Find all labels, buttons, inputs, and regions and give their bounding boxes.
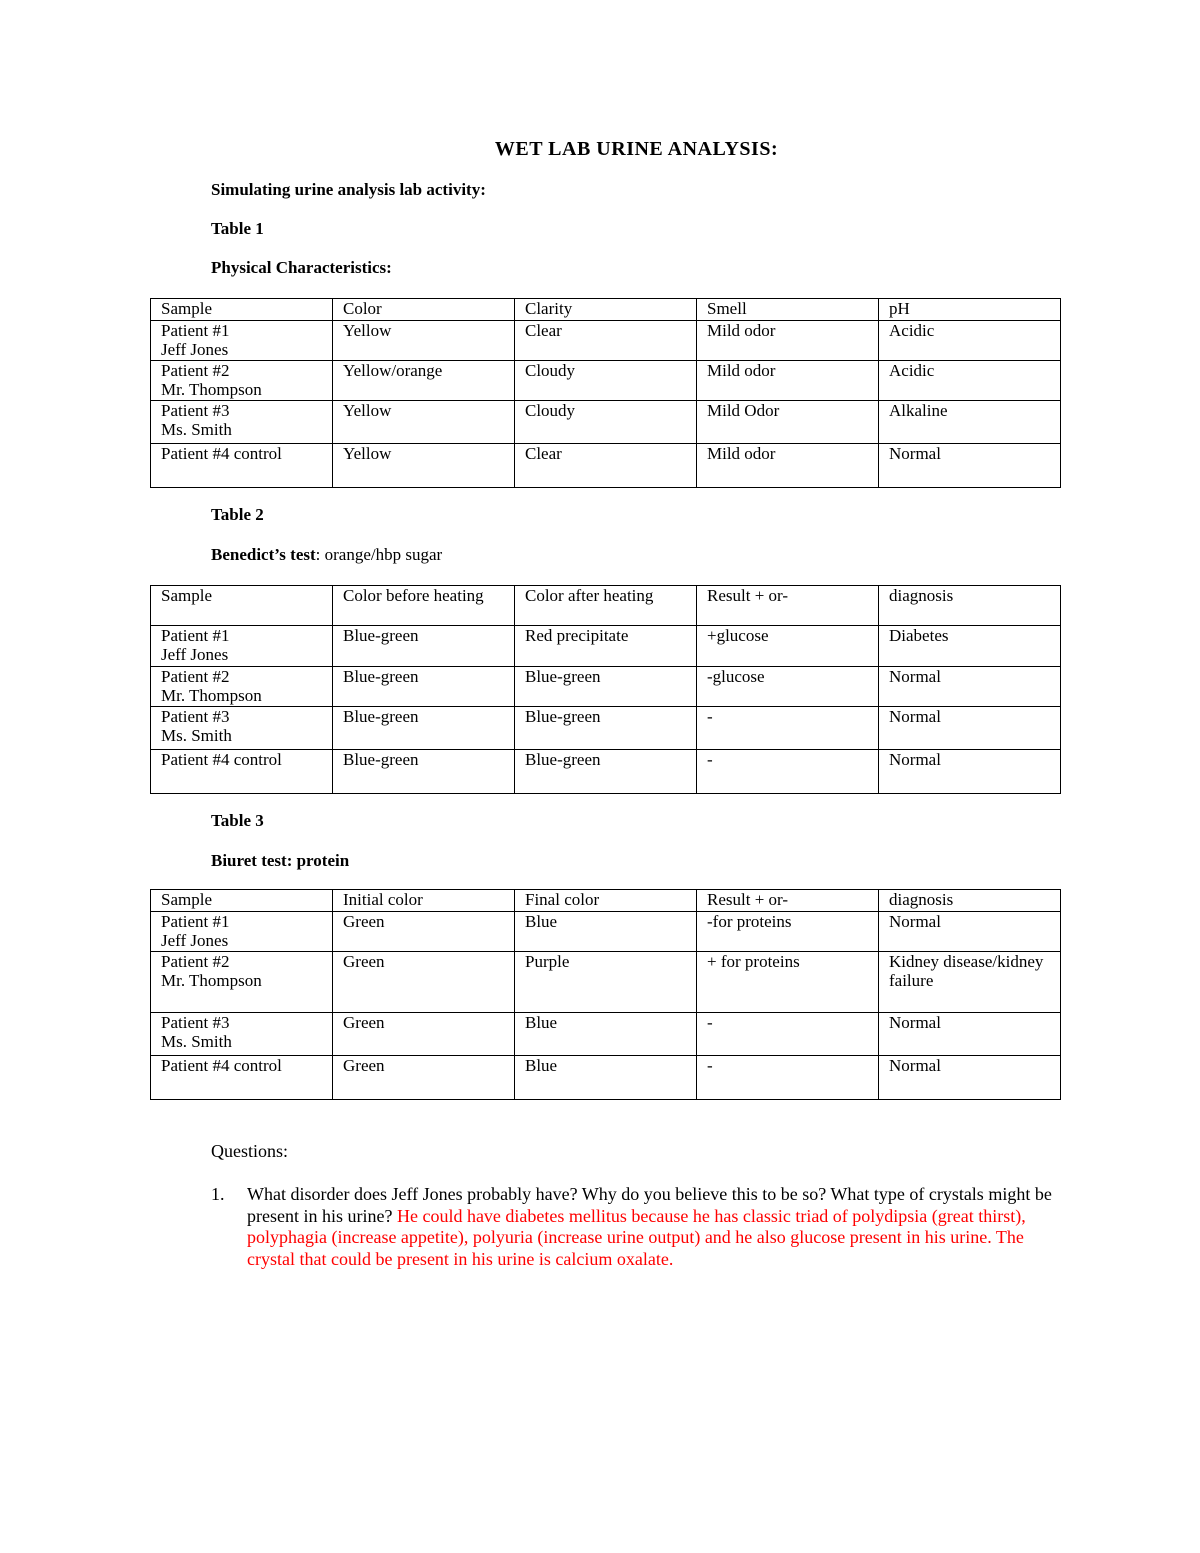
table-cell: Patient #4 control <box>151 750 333 794</box>
table-header-cell: Result + or- <box>697 890 879 912</box>
table-cell: Blue-green <box>333 626 515 667</box>
table2-heading-rest: : orange/hbp sugar <box>315 545 443 564</box>
table-cell: Normal <box>879 912 1061 952</box>
table-header-cell: Sample <box>151 586 333 626</box>
table-cell: Blue-green <box>515 750 697 794</box>
table-cell: Blue <box>515 1056 697 1100</box>
table-cell: Blue-green <box>333 667 515 707</box>
table-cell: Green <box>333 1056 515 1100</box>
table-cell: - <box>697 707 879 750</box>
table-row <box>151 667 1061 707</box>
table-header-row <box>151 586 1061 626</box>
table-cell: Blue <box>515 912 697 952</box>
table-cell: Normal <box>879 1056 1061 1100</box>
table-cell: Mild Odor <box>697 401 879 444</box>
table-row <box>151 444 1061 488</box>
table-cell: Patient #2 Mr. Thompson <box>151 361 333 401</box>
table-header-cell: diagnosis <box>879 586 1061 626</box>
table-cell: Patient #2 Mr. Thompson <box>151 952 333 1013</box>
table-cell: -for proteins <box>697 912 879 952</box>
table-row <box>151 321 1061 361</box>
table-cell: Yellow/orange <box>333 361 515 401</box>
benedicts-test-table <box>150 585 1061 794</box>
table-cell: Blue-green <box>515 667 697 707</box>
table1-heading: Physical Characteristics: <box>211 258 392 277</box>
table-header-cell: Smell <box>697 299 879 321</box>
table-header-cell: Initial color <box>333 890 515 912</box>
table-cell: Clear <box>515 321 697 361</box>
table-cell: Patient #1 Jeff Jones <box>151 912 333 952</box>
physical-characteristics-table <box>150 298 1061 488</box>
table-cell: Mild odor <box>697 361 879 401</box>
page-subtitle: Simulating urine analysis lab activity: <box>211 180 486 199</box>
questions-label: Questions: <box>211 1141 289 1161</box>
table-cell: Acidic <box>879 361 1061 401</box>
table-header-cell: pH <box>879 299 1061 321</box>
table-cell: Yellow <box>333 444 515 488</box>
table-cell: Patient #3 Ms. Smith <box>151 707 333 750</box>
table-cell: Alkaline <box>879 401 1061 444</box>
table2-heading-bold: Benedict’s test <box>211 545 316 564</box>
table-cell: Patient #2 Mr. Thompson <box>151 667 333 707</box>
table-cell: Patient #1 Jeff Jones <box>151 321 333 361</box>
table-cell: Blue-green <box>333 750 515 794</box>
table-cell: Green <box>333 952 515 1013</box>
table-cell: Red precipitate <box>515 626 697 667</box>
table-row <box>151 1056 1061 1100</box>
table-header-cell: Color after heating <box>515 586 697 626</box>
table-cell: - <box>697 1056 879 1100</box>
table-row <box>151 361 1061 401</box>
table-header-cell: Sample <box>151 299 333 321</box>
table-cell: Patient #4 control <box>151 444 333 488</box>
table-row <box>151 912 1061 952</box>
table-cell: Cloudy <box>515 401 697 444</box>
table-header-row <box>151 299 1061 321</box>
question-text: What disorder does Jeff Jones probably have? Why do you believe this to be so? What type of crystals might be present in his urine? <box>247 1184 1052 1226</box>
biuret-test-table <box>150 889 1061 1100</box>
table-cell: Normal <box>879 444 1061 488</box>
table-cell: Acidic <box>879 321 1061 361</box>
table2-label: Table 2 <box>211 505 264 524</box>
table-header-cell: Clarity <box>515 299 697 321</box>
question-number: 1. <box>211 1184 225 1204</box>
table-header-cell: Color before heating <box>333 586 515 626</box>
table-row <box>151 750 1061 794</box>
table-header-cell: Color <box>333 299 515 321</box>
table-header-cell: Sample <box>151 890 333 912</box>
table-cell: Patient #4 control <box>151 1056 333 1100</box>
table-cell: Patient #3 Ms. Smith <box>151 401 333 444</box>
table-row <box>151 1013 1061 1056</box>
table-cell: Green <box>333 912 515 952</box>
table-cell: Normal <box>879 707 1061 750</box>
question-item <box>247 1184 1057 1270</box>
table-cell: Normal <box>879 1013 1061 1056</box>
table-cell: Patient #1 Jeff Jones <box>151 626 333 667</box>
table-cell: - <box>697 750 879 794</box>
table-cell: + for proteins <box>697 952 879 1013</box>
table-cell: +glucose <box>697 626 879 667</box>
table-row <box>151 952 1061 1013</box>
table-cell: Blue <box>515 1013 697 1056</box>
table1-label: Table 1 <box>211 219 264 238</box>
table-row <box>151 401 1061 444</box>
table-cell: Cloudy <box>515 361 697 401</box>
table-cell: Purple <box>515 952 697 1013</box>
table-cell: Mild odor <box>697 444 879 488</box>
table3-heading: Biuret test: protein <box>211 851 350 870</box>
table-header-cell: diagnosis <box>879 890 1061 912</box>
table-cell: Blue-green <box>515 707 697 750</box>
table-header-cell: Result + or- <box>697 586 879 626</box>
table-cell: Yellow <box>333 401 515 444</box>
table-cell: Yellow <box>333 321 515 361</box>
table-cell: Kidney disease/kidney failure <box>879 952 1061 1013</box>
table-cell: Clear <box>515 444 697 488</box>
table-cell: Normal <box>879 750 1061 794</box>
page-title: WET LAB URINE ANALYSIS: <box>494 138 779 160</box>
table-row <box>151 626 1061 667</box>
answer-text: He could have diabetes mellitus because he has classic triad of polydipsia (great thirst), polyphagia (increase appetite), polyuria (increase urine output) and he also glucose present in his urine. The crystal that could be present in his urine is calcium oxalate. <box>247 1205 1026 1269</box>
table-row <box>151 707 1061 750</box>
table-cell: Mild odor <box>697 321 879 361</box>
table3-label: Table 3 <box>211 811 264 830</box>
table-header-cell: Final color <box>515 890 697 912</box>
table-cell: -glucose <box>697 667 879 707</box>
table-cell: Patient #3 Ms. Smith <box>151 1013 333 1056</box>
table-cell: Green <box>333 1013 515 1056</box>
table2-heading <box>211 545 442 565</box>
table-cell: Normal <box>879 667 1061 707</box>
table-cell: Blue-green <box>333 707 515 750</box>
table-header-row <box>151 890 1061 912</box>
table-cell: - <box>697 1013 879 1056</box>
table-cell: Diabetes <box>879 626 1061 667</box>
